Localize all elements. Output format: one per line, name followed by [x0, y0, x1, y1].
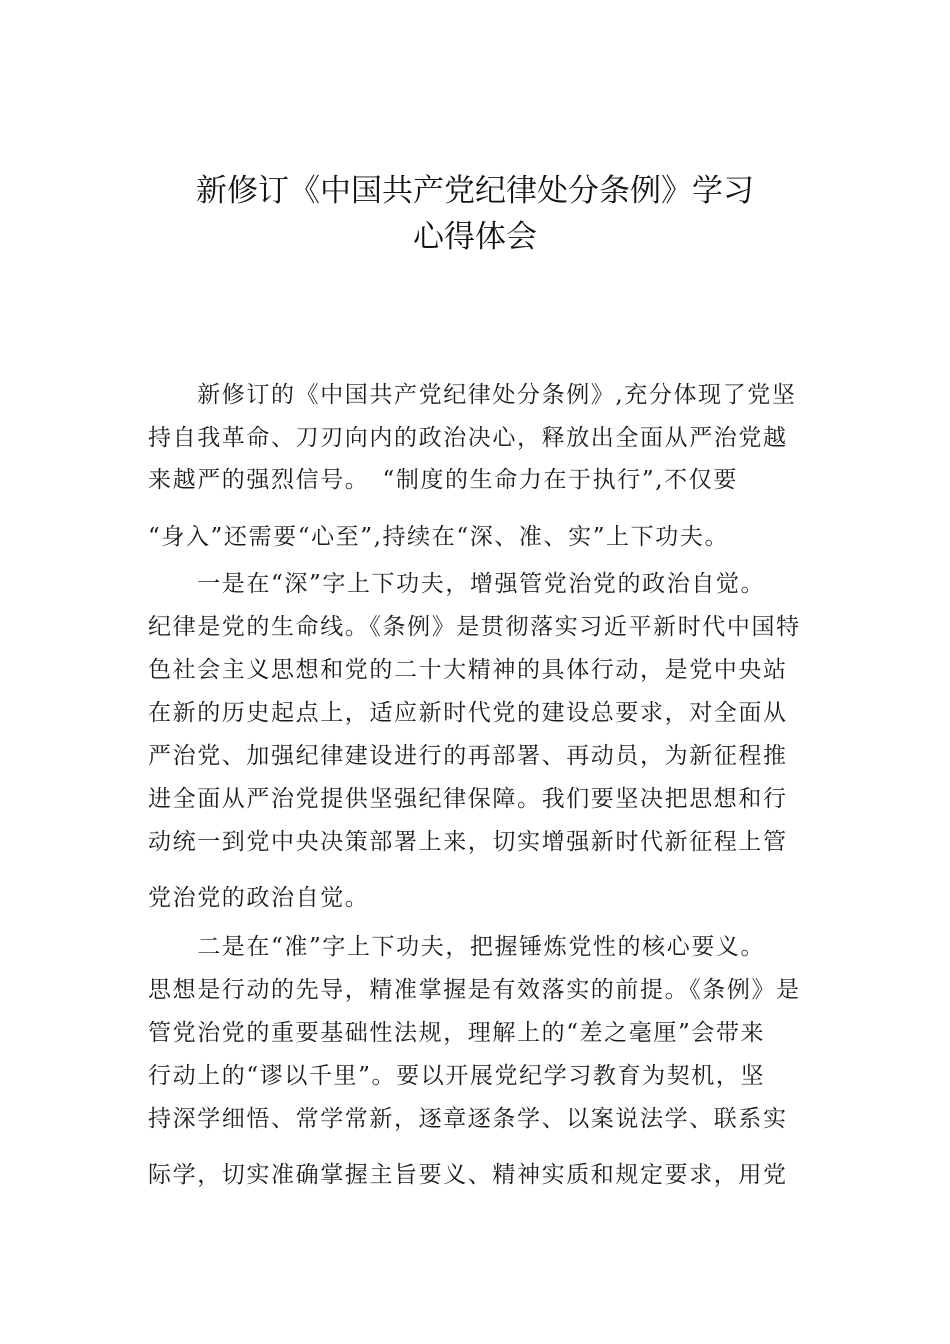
body-line: 严治党、加强纪律建设进行的再部署、再动员，为新征程推 [148, 743, 788, 769]
body-line: 行动上的“谬以千里”。要以开展党纪学习教育为契机，坚 [148, 1063, 766, 1089]
body-line: 纪律是党的生命线。《条例》是贯彻落实习近平新时代中国特 [148, 614, 801, 640]
body-line: 进全面从严治党提供坚强纪律保障。我们要坚决把思想和行 [148, 786, 788, 812]
title-line-1: 新修订《中国共产党纪律处分条例》学习 [196, 173, 754, 209]
body-line: 新修订的《中国共产党纪律处分条例》,充分体现了党坚 [148, 382, 797, 408]
body-line: 际学，切实准确掌握主旨要义、精神实质和规定要求，用党 [148, 1162, 788, 1188]
body-line: 二是在“准”字上下功夫，把握锤炼党性的核心要义。 [148, 934, 766, 960]
body-line: 管党治党的重要基础性法规，理解上的“差之毫厘”会带来 [148, 1020, 766, 1046]
document-title [100, 168, 850, 260]
body-line: 动统一到党中央决策部署上来，切实增强新时代新征程上管 [148, 829, 788, 855]
body-line: 在新的历史起点上，适应新时代党的建设总要求，对全面从 [148, 700, 788, 726]
body-line: 一是在“深”字上下功夫，增强管党治党的政治自觉。 [148, 571, 766, 597]
body-line: 思想是行动的先导，精准掌握是有效落实的前提。《条例》是 [148, 977, 801, 1003]
title-line-2: 心得体会 [413, 219, 537, 255]
body-line: 色社会主义思想和党的二十大精神的具体行动，是党中央站 [148, 657, 788, 683]
body-line: 来越严的强烈信号。 “制度的生命力在于执行”,不仅要 [148, 467, 738, 493]
body-line: 持深学细悟、常学常新，逐章逐条学、以案说法学、联系实 [148, 1106, 788, 1132]
body-line: 党治党的政治自觉。 [148, 885, 370, 911]
body-line: “身入”还需要“心至”,持续在“深、准、实”上下功夫。 [148, 524, 730, 550]
body-line: 持自我革命、刀刃向内的政治决心，释放出全面从严治党越 [148, 425, 788, 451]
